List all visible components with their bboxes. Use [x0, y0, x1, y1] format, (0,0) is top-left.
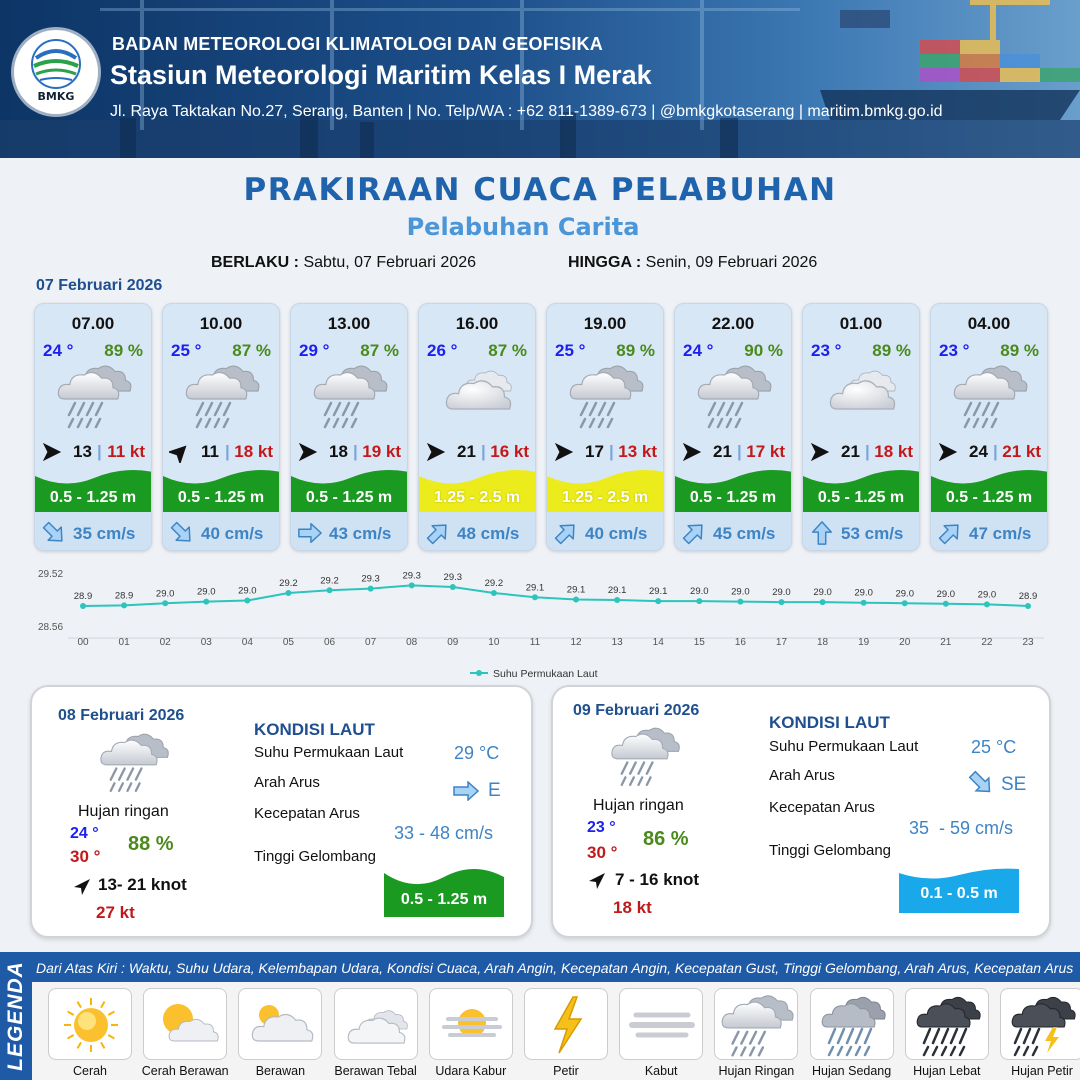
day-panel-09	[551, 685, 1051, 938]
wind-speed: 18	[329, 442, 348, 461]
rain-medium-icon	[810, 988, 894, 1060]
wind-gust: 11 kt	[107, 442, 145, 461]
legend-title-box	[0, 952, 32, 1080]
port-name: Pelabuhan Carita	[406, 213, 640, 241]
humidity: 87 %	[360, 341, 399, 360]
bmkg-logo	[14, 30, 98, 114]
wind-row	[35, 440, 151, 464]
data-label: 29.2	[320, 575, 339, 587]
x-tick-label: 20	[899, 637, 911, 648]
x-tick-label: 08	[406, 637, 418, 648]
current-speed-label: Kecepatan Arus	[254, 805, 360, 822]
haze-icon	[429, 988, 513, 1060]
wind-speed: 21	[713, 442, 732, 461]
wave-label: Tinggi Gelombang	[769, 842, 892, 859]
x-tick-label: 18	[817, 637, 829, 648]
wind-speed: 7 - 16 knot	[615, 870, 700, 889]
data-label: 29.0	[936, 588, 956, 600]
x-tick-label: 05	[282, 637, 294, 648]
air-temperature: 24 °	[43, 341, 74, 360]
temp-max: 30 °	[70, 847, 101, 866]
current-speed: 40 cm/s	[201, 524, 264, 543]
northeast-arrow-icon	[553, 520, 579, 546]
station-name: Stasiun Meteorologi Maritim Kelas I Merak	[110, 60, 652, 90]
legend-item-label: Udara Kabur	[435, 1064, 507, 1078]
wind-separator: |	[993, 442, 998, 461]
station-address: Jl. Raya Taktakan No.27, Serang, Banten | No. Telp/WA : +62 811-1389-673 | @bmkgkotaserang | maritim.bmkg.go.id	[110, 103, 943, 120]
wind-speed: 17	[585, 442, 604, 461]
rain-light-icon	[714, 988, 798, 1060]
page-title: PRAKIRAAN CUACA PELABUHAN	[243, 172, 837, 208]
northeast-arrow-icon	[72, 877, 92, 897]
current-row	[931, 512, 1047, 551]
data-label: 29.2	[279, 577, 298, 589]
current-speed: 47 cm/s	[969, 524, 1032, 543]
wind-gust: 13 kt	[618, 442, 657, 461]
legend-item-label: Hujan Sedang	[811, 1064, 892, 1078]
humidity: 88 %	[128, 833, 174, 855]
current-speed: 33 - 48 cm/s	[394, 823, 494, 843]
data-point	[943, 601, 949, 607]
sst-value: 29 °C	[454, 743, 500, 763]
data-point	[368, 586, 374, 592]
current-row	[163, 512, 279, 551]
sea-condition-title: KONDISI LAUT	[769, 713, 890, 732]
data-point	[409, 582, 415, 588]
data-label: 29.1	[607, 585, 627, 596]
valid-from	[211, 254, 476, 272]
legend-item-label: Petir	[553, 1064, 579, 1078]
wind-speed: 11	[201, 442, 219, 461]
data-label: 29.0	[238, 585, 257, 597]
data-label: 28.9	[114, 590, 134, 602]
air-temperature: 29 °	[299, 341, 330, 360]
data-label: 29.0	[895, 588, 914, 600]
x-tick-label: 15	[693, 637, 705, 648]
x-tick-label: 01	[118, 637, 130, 648]
valid-to-date: Senin, 09 Februari 2026	[645, 254, 818, 271]
humidity: 90 %	[744, 341, 783, 360]
data-point	[244, 598, 250, 604]
wind-gust: 16 kt	[490, 442, 529, 461]
legend-item-label: Berawan Tebal	[334, 1064, 417, 1078]
data-point	[861, 600, 867, 606]
wave-height: 0.5 - 1.25 m	[817, 489, 905, 506]
wind-speed: 24	[969, 442, 988, 461]
wind-separator: |	[609, 442, 614, 461]
legend-item-label: Kabut	[644, 1064, 678, 1078]
data-point	[491, 590, 497, 596]
forecast-time: 07.00	[71, 314, 115, 333]
humidity: 89 %	[1000, 341, 1039, 360]
forecast-time: 19.00	[583, 314, 627, 333]
wind-separator: |	[225, 442, 230, 461]
sun-cloud-icon	[143, 988, 227, 1060]
legend-items	[32, 982, 1080, 1080]
sst-label: Suhu Permukaan Laut	[254, 744, 404, 761]
current-row	[291, 512, 407, 551]
rain-light-icon	[94, 729, 174, 795]
x-tick-label: 09	[447, 637, 459, 648]
data-label: 29.1	[648, 586, 668, 598]
wind-separator: |	[737, 442, 742, 461]
data-point	[820, 599, 826, 605]
temp-min: 24 °	[70, 825, 99, 842]
wind-separator: |	[353, 442, 358, 461]
northeast-arrow-icon	[681, 520, 707, 546]
wind-gust: 27 kt	[96, 903, 135, 922]
east-arrow-icon	[452, 781, 480, 801]
forecast-time: 13.00	[327, 314, 371, 333]
southeast-arrow-icon	[967, 769, 995, 797]
data-label: 29.2	[484, 577, 504, 589]
northeast-arrow-icon	[169, 441, 191, 463]
forecast-card	[546, 303, 664, 551]
east-arrow-icon	[937, 441, 959, 463]
current-row	[547, 512, 663, 551]
data-point	[1025, 603, 1031, 609]
air-temperature: 24 °	[683, 341, 714, 360]
data-label: 28.9	[73, 590, 93, 602]
wave-label: Tinggi Gelombang	[254, 848, 377, 865]
data-point	[532, 594, 538, 600]
legend-item-label: Hujan Ringan	[718, 1064, 795, 1078]
sst-value: 25 °C	[971, 737, 1017, 757]
data-label: 29.1	[566, 584, 586, 596]
header-banner	[0, 0, 1080, 158]
wind-gust: 18 kt	[234, 442, 273, 461]
sea-condition-title: KONDISI LAUT	[254, 720, 375, 739]
data-label: 29.0	[977, 589, 997, 601]
data-point	[655, 598, 661, 604]
x-tick-label: 10	[488, 637, 500, 648]
current-speed: 43 cm/s	[329, 524, 392, 543]
wind-gust: 18 kt	[613, 898, 652, 917]
air-temperature: 25 °	[555, 341, 586, 360]
legend-marker	[476, 670, 482, 676]
x-tick-label: 14	[652, 637, 664, 648]
x-tick-label: 13	[611, 637, 623, 648]
rain-heavy-icon	[905, 988, 989, 1060]
current-row	[419, 512, 535, 551]
wind-gust: 17 kt	[746, 442, 785, 461]
humidity: 87 %	[232, 341, 271, 360]
x-tick-label: 04	[241, 637, 253, 648]
east-arrow-icon	[425, 441, 447, 463]
forecast-time: 16.00	[455, 314, 499, 333]
current-dir-label: Arah Arus	[769, 767, 835, 784]
data-point	[737, 599, 743, 605]
rain-light-icon	[605, 723, 685, 789]
data-point	[450, 584, 456, 590]
day-date: 08 Februari 2026	[58, 707, 185, 724]
forecast-time: 10.00	[199, 314, 243, 333]
wind-speed: 13	[73, 442, 92, 461]
air-temperature: 26 °	[427, 341, 458, 360]
logo-text: BMKG	[37, 90, 75, 103]
legend-item-label: Cerah Berawan	[141, 1064, 229, 1078]
data-point	[285, 590, 291, 596]
data-point	[984, 601, 990, 607]
y-tick-label: 28.56	[38, 622, 64, 633]
wind-gust: 19 kt	[362, 442, 401, 461]
valid-from-label: BERLAKU :	[211, 254, 299, 271]
x-tick-label: 17	[775, 637, 788, 648]
x-tick-label: 23	[1022, 637, 1034, 648]
data-label: 28.9	[1018, 590, 1038, 602]
first-day-date: 07 Februari 2026	[36, 277, 163, 294]
x-tick-label: 21	[940, 637, 952, 648]
humidity: 89 %	[872, 341, 911, 360]
current-speed: 40 cm/s	[585, 524, 648, 543]
x-tick-label: 16	[734, 637, 746, 648]
data-label: 29.0	[772, 587, 791, 599]
forecast-time: 01.00	[839, 314, 883, 333]
current-speed-label: Kecepatan Arus	[769, 799, 875, 816]
valid-from-date: Sabtu, 07 Februari 2026	[303, 254, 477, 271]
x-tick-label: 02	[159, 637, 171, 648]
data-label: 29.0	[731, 586, 750, 598]
data-label: 29.3	[402, 570, 421, 582]
wave-value: 0.1 - 0.5 m	[920, 885, 998, 902]
cloudy-thick-icon	[435, 361, 521, 431]
wave-height: 1.25 - 2.5 m	[561, 489, 649, 506]
forecast-card	[802, 303, 920, 551]
data-point	[902, 600, 908, 606]
humidity: 86 %	[643, 828, 689, 850]
legend-title: LEGENDA	[4, 961, 27, 1071]
rain-light-icon	[947, 361, 1033, 431]
wind-row	[547, 440, 663, 464]
legend-description: Dari Atas Kiri : Waktu, Suhu Udara, Kelembapan Udara, Kondisi Cuaca, Arah Angin, Kecepatan Angin, Kecepatan Gust, Tinggi Gelombang, Arah Arus, Kecepatan Arus	[36, 960, 1074, 976]
current-speed: 48 cm/s	[457, 524, 520, 543]
valid-to	[568, 254, 817, 272]
north-arrow-icon	[809, 520, 835, 546]
wind-speed: 13- 21 knot	[98, 875, 187, 894]
day-panel-08	[30, 685, 533, 938]
current-speed: 35 cm/s	[73, 524, 136, 543]
wave-value: 0.5 - 1.25 m	[400, 891, 488, 908]
wave-height: 0.5 - 1.25 m	[49, 489, 137, 506]
data-point	[162, 600, 168, 606]
cloudy-thick-icon	[819, 361, 905, 431]
bmkg-logo-icon	[14, 30, 98, 90]
cloud-thick-icon	[334, 988, 418, 1060]
air-temperature: 25 °	[171, 341, 202, 360]
wind-gust: 21 kt	[1002, 442, 1041, 461]
data-label: 29.1	[525, 582, 545, 594]
data-label: 29.0	[155, 588, 175, 600]
wave-height: 0.5 - 1.25 m	[305, 489, 393, 506]
x-tick-label: 07	[365, 637, 377, 648]
wind-separator: |	[97, 442, 102, 461]
wave-height: 1.25 - 2.5 m	[433, 489, 521, 506]
x-tick-label: 06	[323, 637, 336, 648]
current-dir: E	[488, 780, 501, 801]
sun-icon	[48, 988, 132, 1060]
data-point	[614, 597, 620, 603]
current-speed: 53 cm/s	[841, 524, 904, 543]
data-label: 29.3	[443, 572, 463, 583]
legend-item-label: Hujan Lebat	[913, 1064, 981, 1078]
day-date: 09 Februari 2026	[573, 702, 700, 719]
wind-gust: 18 kt	[874, 442, 913, 461]
wind-speed: 21	[457, 442, 476, 461]
condition-label: Hujan ringan	[78, 803, 169, 820]
thunderstorm-icon	[1000, 988, 1080, 1060]
northeast-arrow-icon	[587, 871, 607, 891]
wind-speed: 21	[841, 442, 860, 461]
wind-row	[675, 440, 791, 464]
data-point	[573, 596, 579, 602]
condition-label: Hujan ringan	[593, 797, 684, 814]
data-label: 29.3	[361, 573, 380, 585]
air-temperature: 23 °	[811, 341, 842, 360]
data-label: 29.0	[813, 587, 832, 599]
east-arrow-icon	[41, 441, 63, 463]
current-dir: SE	[1001, 774, 1027, 795]
forecast-card	[34, 303, 152, 551]
east-arrow-icon	[297, 520, 323, 546]
valid-to-label: HINGGA :	[568, 254, 642, 271]
forecast-card	[290, 303, 408, 551]
x-tick-label: 19	[858, 637, 870, 648]
rain-light-icon	[307, 361, 393, 431]
wind-separator: |	[481, 442, 486, 461]
legend-item-label: Hujan Petir	[1011, 1064, 1073, 1078]
wave-height: 0.5 - 1.25 m	[177, 489, 265, 506]
data-point	[203, 599, 209, 605]
data-point	[327, 587, 333, 593]
east-arrow-icon	[809, 441, 831, 463]
forecast-card	[418, 303, 536, 551]
wind-row	[803, 440, 919, 464]
wave-height: 0.5 - 1.25 m	[945, 489, 1033, 506]
current-row	[803, 512, 919, 551]
southeast-arrow-icon	[169, 520, 195, 546]
current-speed: 45 cm/s	[713, 524, 776, 543]
wind-row	[291, 440, 407, 464]
current-speed: 35 - 59 cm/s	[909, 818, 1014, 838]
humidity: 89 %	[104, 341, 143, 360]
wind-row	[931, 440, 1047, 464]
forecast-time: 04.00	[967, 314, 1011, 333]
sst-line-chart	[30, 560, 1050, 685]
data-label: 29.0	[197, 586, 216, 598]
east-arrow-icon	[553, 441, 575, 463]
air-temperature: 23 °	[939, 341, 970, 360]
east-arrow-icon	[297, 441, 319, 463]
rain-light-icon	[51, 361, 137, 431]
east-arrow-icon	[681, 441, 703, 463]
wind-row	[163, 440, 279, 464]
northeast-arrow-icon	[425, 520, 451, 546]
legend-label: Suhu Permukaan Laut	[493, 668, 598, 680]
data-point	[80, 603, 86, 609]
humidity: 87 %	[488, 341, 527, 360]
lightning-icon	[524, 988, 608, 1060]
legend-item-label: Cerah	[72, 1064, 108, 1078]
data-label: 29.0	[854, 587, 873, 599]
sst-label: Suhu Permukaan Laut	[769, 738, 919, 755]
wind-row	[419, 440, 535, 464]
current-row	[35, 512, 151, 551]
x-tick-label: 00	[77, 637, 89, 648]
rain-light-icon	[179, 361, 265, 431]
northeast-arrow-icon	[937, 520, 963, 546]
humidity: 89 %	[616, 341, 655, 360]
x-tick-label: 12	[570, 637, 582, 648]
rain-light-icon	[691, 361, 777, 431]
data-point	[696, 598, 702, 604]
rain-light-icon	[563, 361, 649, 431]
current-dir-label: Arah Arus	[254, 774, 320, 791]
x-tick-label: 11	[529, 637, 541, 648]
wind-separator: |	[865, 442, 870, 461]
forecast-time: 22.00	[711, 314, 755, 333]
forecast-card	[674, 303, 792, 551]
temp-max: 30 °	[587, 843, 618, 862]
agency-name: BADAN METEOROLOGI KLIMATOLOGI DAN GEOFISIKA	[112, 34, 603, 54]
fog-icon	[619, 988, 703, 1060]
legend-item-label: Berawan	[255, 1064, 306, 1078]
x-tick-label: 03	[200, 637, 212, 648]
data-point	[121, 602, 127, 608]
series-line	[83, 585, 1028, 606]
data-label: 29.0	[690, 586, 709, 598]
y-tick-label: 29.52	[38, 569, 64, 580]
forecast-card	[930, 303, 1048, 551]
temp-min: 23 °	[587, 819, 616, 836]
data-point	[778, 599, 784, 605]
x-tick-label: 22	[981, 637, 993, 648]
forecast-card	[162, 303, 280, 551]
southeast-arrow-icon	[41, 520, 67, 546]
legend-bar	[0, 952, 1080, 1080]
current-row	[675, 512, 791, 551]
wave-height: 0.5 - 1.25 m	[689, 489, 777, 506]
cloud-sun-icon	[238, 988, 322, 1060]
